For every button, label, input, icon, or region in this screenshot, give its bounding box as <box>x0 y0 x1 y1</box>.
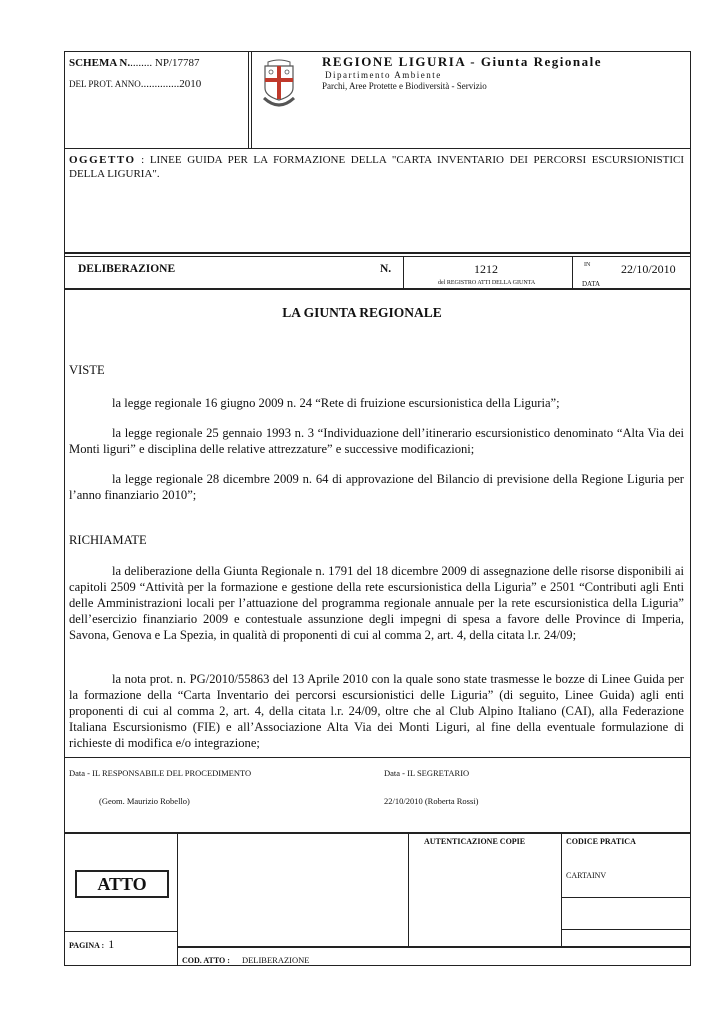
prot-label: DEL PROT. ANNO <box>69 79 141 89</box>
service: Parchi, Aree Protette e Biodiversità - Servizio <box>322 81 487 91</box>
data-label: DATA <box>582 280 601 288</box>
footer-pagina-rule <box>64 931 177 932</box>
header-bottom-rule <box>64 148 691 149</box>
in-label: IN <box>584 262 591 268</box>
registro-label: del REGISTRO ATTI DELLA GIUNTA <box>438 280 536 286</box>
richiamate-paragraph-2: la nota prot. n. PG/2010/55863 del 13 Aprile 2010 con la quale sono state trasmesse le bozze di Linee Guida per la formazione della “Carta Inventario dei percorsi escursionistici delle Liguria” (di seguito, Linee Guida) agli enti proponenti di cui al comma 2, art. 4, della citata l.r. 24/09, oltre che al Club Alpino Italiano (CAI), alla Federazione Italiana Escursionismo (FIE) e all’Associazione Alta Via dei Monti Liguri, al fine della eventuale formulazione di richieste di modifica e/o integrazione; <box>69 672 684 750</box>
page-title: LA GIUNTA REGIONALE <box>282 305 442 320</box>
prot-line <box>69 74 201 92</box>
deliberazione-number: 1212 <box>474 262 498 276</box>
deliberazione-n-label: N. <box>380 263 392 275</box>
pagina-line <box>69 935 114 953</box>
atto-box <box>75 870 169 898</box>
schema-line <box>69 57 200 69</box>
footer-mid-rule-2 <box>561 929 691 930</box>
prot-year: 2010 <box>179 78 202 90</box>
atto-label: ATTO <box>97 874 147 894</box>
header-divider <box>248 51 249 148</box>
footer-mid-rule-1 <box>561 897 691 898</box>
footer-cod-atto-rule <box>177 946 691 948</box>
footer-top-rule <box>64 832 691 834</box>
page-frame <box>64 51 691 966</box>
delib-divider-1 <box>403 256 404 289</box>
cod-atto-line <box>182 950 309 968</box>
deliberazione-top-rule <box>64 256 691 257</box>
header-divider-2 <box>251 51 252 148</box>
schema-value: NP/17787 <box>154 57 200 69</box>
footer-divider-2 <box>408 833 409 947</box>
deliberazione-date: 22/10/2010 <box>621 262 676 276</box>
cod-atto-label: COD. ATTO : <box>182 956 230 965</box>
richiamate-paragraph-1: la deliberazione della Giunta Regionale n. 1791 del 18 dicembre 2009 di assegnazione delle risorse disponibili ai capitoli 2509 “Attività per la formazione e gestione della rete escursionistica della Liguria” e 2501 “Contributi agli Enti delle Amministrazioni locali per l’attuazione del programma regionale annuale per la rete escursionistica della Liguria” dell’esercizio finanziario 2009 e contestuale assunzione degli impegni di spesa a favore delle Province di Imperia, Savona, Genova e La Spezia, in qualità di proponenti di cui al comma 2, art. 4, della citata l.r. 24/09; <box>69 564 684 642</box>
schema-label: SCHEMA N. <box>69 57 131 69</box>
org-name: REGIONE LIGURIA - Giunta Regionale <box>322 54 602 69</box>
oggetto-bottom-rule <box>64 252 691 254</box>
department: Dipartimento Ambiente <box>325 70 442 80</box>
viste-paragraph-1: la legge regionale 16 giugno 2009 n. 24 “Rete di fruizione escursionistica della Liguria”; <box>112 396 560 410</box>
deliberazione-label: DELIBERAZIONE <box>78 263 176 275</box>
segretario-label: Data - IL SEGRETARIO <box>384 768 470 778</box>
cod-atto-value: DELIBERAZIONE <box>241 955 310 965</box>
oggetto-block <box>69 153 684 181</box>
viste-paragraph-3: la legge regionale 28 dicembre 2009 n. 64 di approvazione del Bilancio di previsione della Regione Liguria per l’anno finanziario 2010”; <box>69 472 684 502</box>
autenticazione-label: AUTENTICAZIONE COPIE <box>424 837 526 846</box>
responsabile-name: (Geom. Maurizio Robello) <box>99 796 190 806</box>
codice-pratica-value: CARTAINV <box>566 871 607 880</box>
segretario-value: 22/10/2010 (Roberta Rossi) <box>384 796 479 806</box>
codice-pratica-label: CODICE PRATICA <box>566 837 636 846</box>
liguria-crest-icon <box>262 58 296 112</box>
oggetto-label: OGGETTO <box>69 154 136 166</box>
viste-paragraph-2: la legge regionale 25 gennaio 1993 n. 3 “Individuazione dell’itinerario escursionistico denominato “Alta Via dei Monti liguri” e disciplina delle relative attrezzature” e successive modificazioni; <box>69 426 684 456</box>
responsabile-label: Data - IL RESPONSABILE DEL PROCEDIMENTO <box>69 768 252 778</box>
signature-top-rule <box>64 757 691 758</box>
pagina-value: 1 <box>108 937 115 951</box>
schema-dots: ........ <box>130 57 153 69</box>
richiamate-heading: RICHIAMATE <box>69 533 147 547</box>
delib-divider-2 <box>572 256 573 289</box>
viste-heading: VISTE <box>69 363 105 377</box>
deliberazione-bottom-rule <box>64 288 691 290</box>
pagina-label: PAGINA : <box>69 941 105 950</box>
prot-dots: .............. <box>140 78 180 90</box>
oggetto-text: : LINEE GUIDA PER LA FORMAZIONE DELLA "CARTA INVENTARIO DEI PERCORSI ESCURSIONISTICI DELLA LIGURIA". <box>69 154 684 180</box>
